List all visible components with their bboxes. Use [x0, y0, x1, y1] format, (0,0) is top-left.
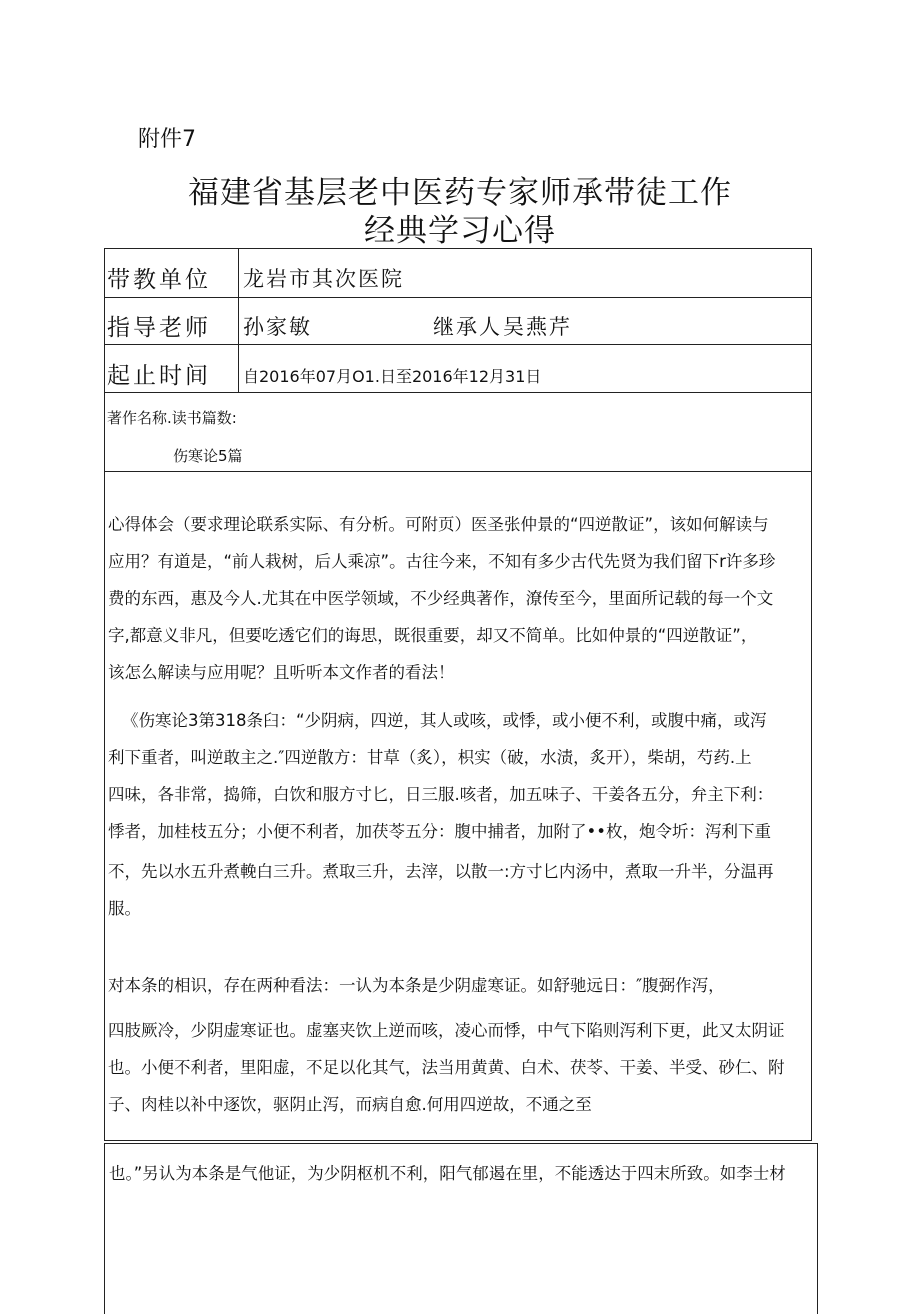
- reflection-paragraph-2: [108, 702, 808, 927]
- attachment-label: 附件7: [138, 127, 196, 152]
- text-line: 四肢厥冷，少阴虚寒证也。虚塞夹饮上逆而咳，凌心而悸，中气下陷则泻利下更，此又太阴证: [108, 1021, 785, 1040]
- row-divider: [105, 471, 811, 472]
- text-line: 不，先以水五升煮輓白三升。煮取三升，去滓，以散一:方寸匕内汤中，煮取一升半，分温再: [108, 862, 774, 881]
- text-line: 利下重者，叫逆敢主之.″四逆散方：甘草（炙），枳实（破，水渍，炙开），柴胡，芍药.上: [108, 748, 752, 767]
- text-line: 费的东西，惠及今人.尤其在中医学领域，不少经典著作，潦传至今，里面所记载的每一个文: [108, 589, 774, 608]
- document-title: 福建省基层老中医药专家师承带徒工作: [188, 175, 732, 211]
- row-divider: [105, 344, 811, 345]
- text-line: 该怎么解读与应用呢？且听听本文作者的看法！: [108, 663, 455, 682]
- text-line: 服。: [108, 899, 141, 918]
- text-line: 字,都意义非凡，但要吃透它们的诲思，既很重要，却又不简单。比如仲景的“四逆散证”，: [108, 626, 758, 645]
- reflection-paragraph-3: [108, 967, 808, 1123]
- row-divider: [105, 392, 811, 393]
- text-line: 四味，各非常，捣筛，白饮和服方寸匕，日三服.咳者，加五味子、干姜各五分，弁主下利：: [108, 785, 774, 804]
- document-subtitle: 经典学习心得: [364, 213, 556, 249]
- successor-label: 继承人: [433, 315, 502, 339]
- text-line: 心得体会（要求理论联系实际、有分析。可附页）医圣张仲景的“四逆散证”，该如何解读与: [108, 515, 769, 534]
- works-value: 伤寒论5篇: [173, 447, 243, 465]
- works-label: 著作名称.读书篇数:: [107, 409, 237, 427]
- text-line: 子、肉桂以补中逐饮，驱阴止泻，而病自愈.何用四逆故，不通之至: [108, 1095, 592, 1114]
- unit-value: 龙岩市其次医院: [243, 267, 404, 291]
- period-value: 自2016年07月O1.日至2016年12月31日: [243, 367, 542, 386]
- period-label: 起止时间: [107, 363, 211, 389]
- text-line: 悸者，加桂枝五分；小便不利者，加茯苓五分：腹中捕者，加附了••枚，炮令圻：泻利下重: [108, 822, 771, 841]
- unit-label: 带教单位: [107, 267, 211, 293]
- teacher-label: 指导老师: [107, 315, 211, 341]
- continuation-table: [104, 1143, 818, 1314]
- text-line: 《伤寒论3第318条臼：“少阴病，四逆，其人或咳，或悸，或小便不利，或腹中痛，或泻: [122, 711, 767, 730]
- row-divider: [105, 297, 811, 298]
- successor-value: 吴燕芹: [503, 315, 572, 339]
- reflection-paragraph-1: [108, 506, 808, 691]
- text-line: 也。”另认为本条是气他证，为少阴枢机不利，阳气郁遏在里，不能透达于四末所致。如李士材: [109, 1164, 786, 1183]
- column-divider: [238, 249, 239, 392]
- text-line: 对本条的相识，存在两种看法：一认为本条是少阴虚寒证。如舒驰远日：″腹弼作泻，: [108, 976, 725, 995]
- text-line: 应用？有道是，“前人栽树，后人乘凉”。古往今来，不知有多少古代先贤为我们留下r许多珍: [108, 552, 776, 571]
- text-line: 也。小便不利者，里阳虚，不足以化其气，法当用黄黄、白术、茯苓、干姜、半受、砂仁、附: [108, 1058, 785, 1077]
- teacher-value: 孙家敏: [243, 315, 312, 339]
